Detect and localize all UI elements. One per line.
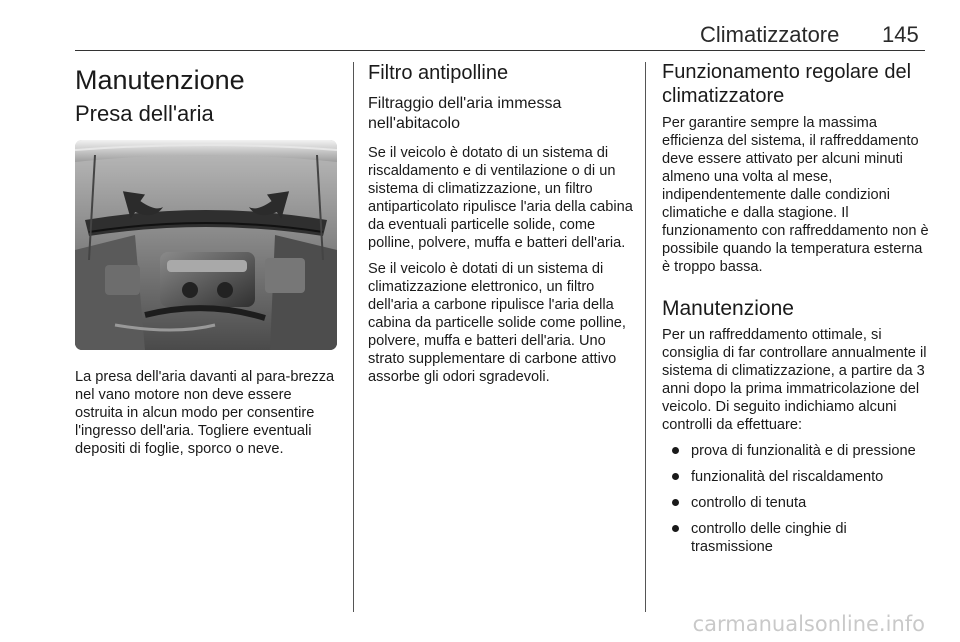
column-divider (353, 62, 354, 612)
section-title-pollen-filter: Filtro antipolline (368, 62, 509, 84)
maintenance-checklist (662, 442, 930, 556)
list-item: controllo di tenuta (662, 494, 930, 512)
column-3 (662, 60, 930, 564)
section-title-maintenance: Manutenzione (662, 297, 794, 320)
engine-bay-photo (75, 140, 337, 350)
watermark: carmanualsonline.info (692, 612, 925, 636)
bullet-icon (672, 447, 679, 454)
header-rule (75, 50, 925, 51)
section-title-regular-operation: Funzionamento regolare del climatizzatore (662, 61, 912, 107)
subsection-title-air-intake: Presa dell'aria (75, 101, 214, 126)
subsection-title-air-filtering: Filtraggio dell'aria immessa nell'abitacolo (368, 95, 562, 132)
list-item: funzionalità del riscaldamento (662, 468, 930, 486)
pollen-filter-paragraph-2: Se il veicolo è dotati di un sistema di climatizzazione elettronico, un filtro dell'aria a carbone ripulisce l'aria della cabina da particelle solide come polline, polvere, muffa e batteri dell'aria. Uno strato supplementare di carbone attivo assorbe gli odori sgradevoli. (368, 261, 626, 385)
running-header-section: Climatizzatore (700, 22, 840, 47)
bullet-icon (672, 525, 679, 532)
maintenance-paragraph: Per un raffreddamento ottimale, si consiglia di far controllare annualmente il sistema di climatizzazione, a partire da 3 anni dopo la prima immatricolazione del veicolo. Di seguito indichiamo alcuni controlli da effettuare: (662, 327, 927, 433)
pollen-filter-paragraph-1: Se il veicolo è dotato di un sistema di riscaldamento e di ventilazione o di un sistema di climatizzazione, un filtro antiparticolato ripulisce l'aria della cabina da eventuali particelle solide, come polline, polvere, muffa e batteri dell'aria. (368, 145, 633, 251)
bullet-icon (672, 473, 679, 480)
column-1 (75, 60, 343, 466)
column-divider (645, 62, 646, 612)
column-2 (368, 60, 636, 394)
air-intake-paragraph: La presa dell'aria davanti al para-brezza nel vano motore non deve essere ostruita in alcun modo per consentire l'ingresso dell'aria. Togliere eventuali depositi di foglie, sporco o neve. (75, 369, 335, 457)
page-number: 145 (882, 22, 919, 47)
section-title-manutenzione: Manutenzione (75, 65, 245, 95)
regular-operation-paragraph: Per garantire sempre la massima efficienza del sistema, il raffreddamento deve essere attivato per alcuni minuti almeno una volta al mese, indipendentemente dalle condizioni climatiche e dalla stagione. Il funzionamento con raffreddamento non è possibile quando la temperatura esterna è troppo bassa. (662, 115, 929, 275)
list-item: prova di funzionalità e di pressione (662, 442, 930, 460)
bullet-icon (672, 499, 679, 506)
list-item: controllo delle cinghie di trasmissione (662, 520, 930, 556)
